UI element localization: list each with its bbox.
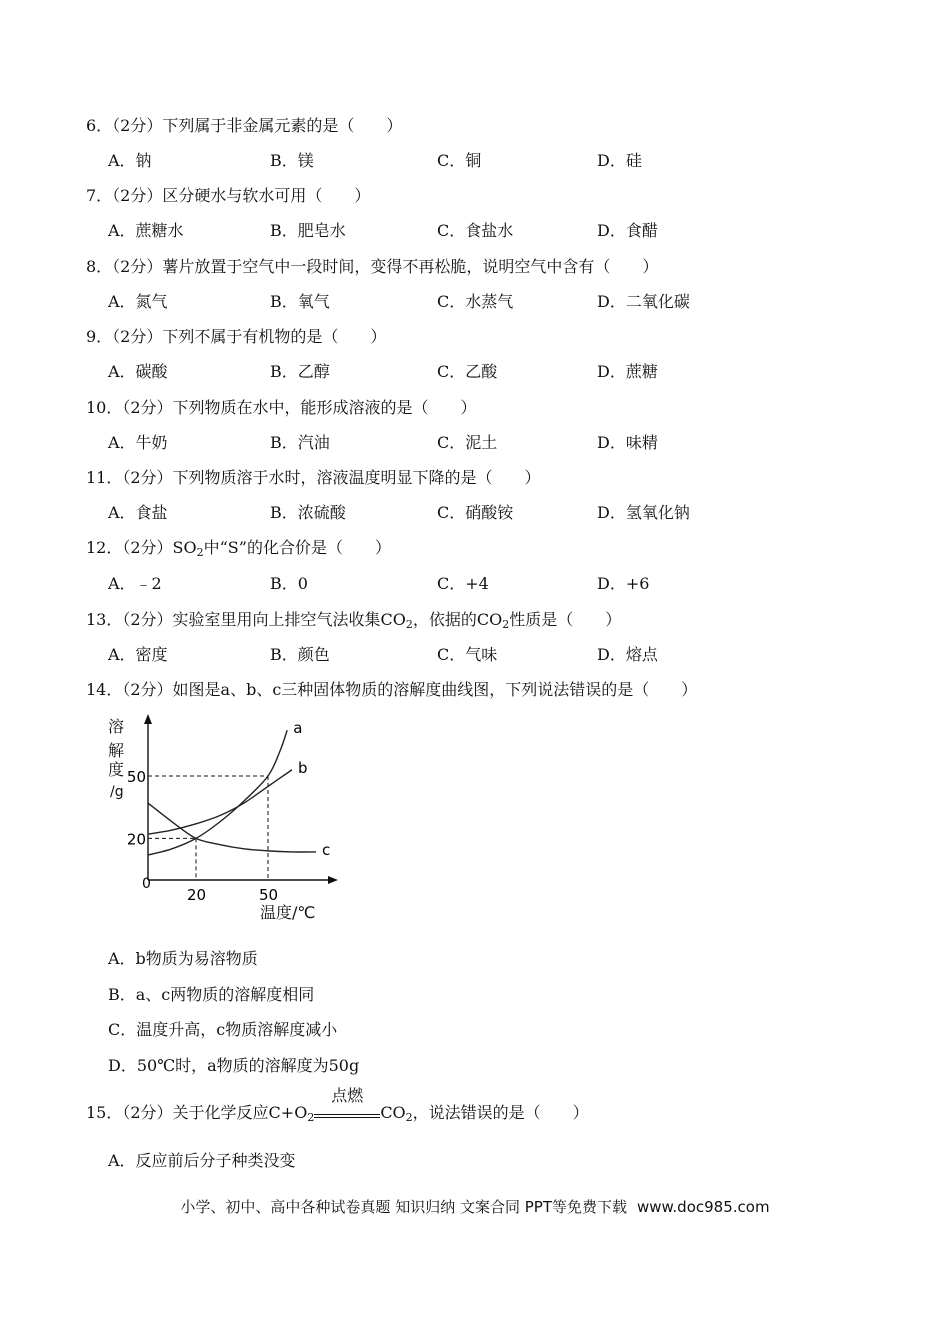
reaction-condition: 点燃	[331, 1086, 364, 1105]
footer-text: 小学、初中、高中各种试卷真题 知识归纳 文案合同 PPT等免费下载	[180, 1198, 627, 1216]
question-stem: 10．（2分）下列物质在水中，能形成溶液的是（ ）	[86, 398, 477, 417]
option-c: C．乙酸	[437, 362, 498, 381]
question-stem: 8．（2分）薯片放置于空气中一段时间，变得不再松脆，说明空气中含有（ ）	[86, 257, 659, 276]
q12-option-c: C．+4	[437, 574, 489, 593]
option-d: D．二氧化碳	[597, 292, 690, 311]
option-a: A．钠	[108, 151, 152, 170]
option-a: A．氮气	[108, 292, 168, 311]
question-stem: 11．（2分）下列物质溶于水时，溶液温度明显下降的是（ ）	[86, 468, 541, 487]
option-a: A．牛奶	[108, 433, 168, 452]
y-tick-label: 50	[126, 768, 146, 786]
q13-option-a: A．密度	[108, 645, 168, 664]
q14-option-b: B．a、c两物质的溶解度相同	[108, 985, 315, 1004]
option-a: A．食盐	[108, 503, 168, 522]
y-label-char: 溶	[108, 717, 125, 736]
q14-option-a: A．b物质为易溶物质	[108, 949, 258, 968]
y-label-char: 解	[108, 741, 125, 760]
option-d: D．味精	[597, 433, 658, 452]
option-c: C．泥土	[437, 433, 498, 452]
question-15-stem: 15．（2分）关于化学反应$C+O_2$ 点燃 $CO_2$，说法错误的是（ ）	[86, 1086, 589, 1124]
option-d: D．食醋	[597, 221, 658, 240]
x-tick-label: 20	[187, 886, 207, 904]
option-a: A．碳酸	[108, 362, 168, 381]
footer-url: www.doc985.com	[636, 1198, 770, 1216]
q12-option-b: B．0	[270, 574, 308, 593]
option-c: C．水蒸气	[437, 292, 514, 311]
x-axis-arrow	[328, 876, 338, 884]
q12-option-d: D．+6	[597, 574, 650, 593]
reaction-arrow	[314, 1086, 380, 1118]
q14-option-d: D．50℃时，a物质的溶解度为50g	[108, 1056, 360, 1075]
option-b: B．汽油	[270, 433, 330, 452]
q13-option-c: C．气味	[437, 645, 498, 664]
q13-option-b: B．颜色	[270, 645, 330, 664]
footer	[0, 1196, 950, 1217]
q15-option-a: A．反应前后分子种类没变	[108, 1151, 296, 1170]
option-b: B．镁	[270, 151, 314, 170]
y-label-char: 度	[108, 760, 125, 779]
series-b-curve	[148, 770, 292, 834]
question-14-stem: 14．（2分）如图是a、b、c三种固体物质的溶解度曲线图，下列说法错误的是（ ）	[86, 680, 698, 699]
y-label-unit: /g	[110, 784, 124, 800]
option-d: D．硅	[597, 151, 642, 170]
option-d: D．氢氧化钠	[597, 503, 690, 522]
x-axis-label: 温度/℃	[260, 903, 316, 922]
question-stem: 6．（2分）下列属于非金属元素的是（ ）	[86, 116, 403, 135]
series-c-label: c	[322, 840, 331, 859]
series-b-label: b	[298, 758, 308, 777]
option-c: C．硝酸铵	[437, 503, 514, 522]
option-c: C．食盐水	[437, 221, 514, 240]
question-stem: 9．（2分）下列不属于有机物的是（ ）	[86, 327, 387, 346]
x-tick-label: 50	[259, 886, 279, 904]
option-b: B．乙醇	[270, 362, 330, 381]
q13-option-d: D．熔点	[597, 645, 658, 664]
option-b: B．浓硫酸	[270, 503, 346, 522]
option-b: B．肥皂水	[270, 221, 346, 240]
y-axis-arrow	[144, 714, 152, 724]
question-stem: 7．（2分）区分硬水与软水可用（ ）	[86, 186, 371, 205]
origin-label: 0	[142, 876, 151, 892]
q12-option-a: A．﹣2	[108, 574, 162, 593]
solubility-chart	[100, 708, 360, 928]
plot-area	[127, 714, 338, 904]
y-tick-label: 20	[126, 830, 146, 849]
question-13-stem: 13．（2分）实验室里用向上排空气法收集$CO_2$，依据的$CO_2$性质是（ ）	[86, 610, 622, 631]
series-a-curve	[148, 730, 287, 855]
option-c: C．铜	[437, 151, 482, 170]
question-12-stem: 12．（2分）$SO_2$中“S”的化合价是（ ）	[86, 538, 391, 559]
series-a-label: a	[293, 719, 303, 738]
option-d: D．蔗糖	[597, 362, 658, 381]
option-a: A．蔗糖水	[108, 221, 184, 240]
q14-option-c: C．温度升高，c物质溶解度减小	[108, 1020, 338, 1039]
option-b: B．氧气	[270, 292, 330, 311]
